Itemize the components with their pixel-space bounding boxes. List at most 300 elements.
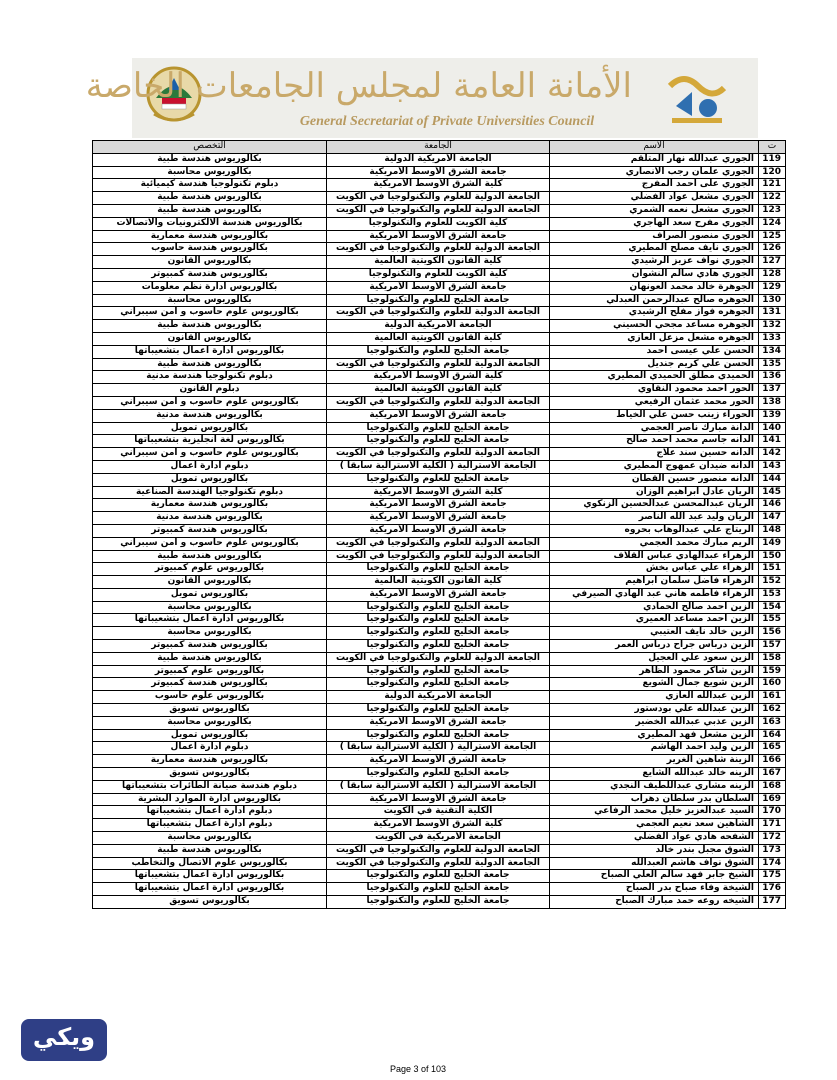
row-university: جامعة الشرق الأوسط الأمريكية: [327, 512, 550, 525]
row-num: 144: [759, 473, 786, 486]
table-row: [93, 819, 786, 832]
row-num: 145: [759, 486, 786, 499]
row-num: 150: [759, 550, 786, 563]
row-specialization: بكالوريوس علوم الاتصال والتخاطب: [93, 857, 327, 870]
row-university: جامعة الشرق الأوسط الأمريكية: [327, 716, 550, 729]
row-specialization: بكالوريوس علوم كمبيوتر: [93, 563, 327, 576]
table-row: [93, 780, 786, 793]
table-row: [93, 550, 786, 563]
row-university: جامعة الخليج للعلوم والتكنولوجيا: [327, 294, 550, 307]
row-specialization: بكالوريوس هندسة كمبيوتر: [93, 678, 327, 691]
row-num: 177: [759, 896, 786, 909]
row-specialization: بكالوريوس تمويل: [93, 729, 327, 742]
row-name: الحوراء زينب حسن علي الخياط: [550, 409, 759, 422]
row-university: الجامعة الدولية للعلوم والتكنولوجيا في الكويت: [327, 448, 550, 461]
row-specialization: دبلوم ادارة اعمال بتشعيباتها: [93, 806, 327, 819]
row-num: 142: [759, 448, 786, 461]
row-university: جامعة الشرق الأوسط الأمريكية: [327, 281, 550, 294]
row-name: الحور أحمد محمود النقاوي: [550, 384, 759, 397]
row-num: 138: [759, 396, 786, 409]
row-university: جامعة الخليج للعلوم والتكنولوجيا: [327, 768, 550, 781]
row-name: الزين شاكر محمود الظاهر: [550, 665, 759, 678]
row-num: 155: [759, 614, 786, 627]
table-row: [93, 268, 786, 281]
row-university: كلية الشرق الأوسط الأمريكية: [327, 486, 550, 499]
table-row: [93, 281, 786, 294]
row-specialization: بكالوريوس تمويل: [93, 588, 327, 601]
row-name: الزين خالد نايف العتيبي: [550, 627, 759, 640]
row-name: الزين احمد مساعد العميري: [550, 614, 759, 627]
row-university: الجامعة الدولية للعلوم والتكنولوجيا في الكويت: [327, 204, 550, 217]
table-row: [93, 153, 786, 166]
table-row: [93, 716, 786, 729]
table-row: [93, 384, 786, 397]
row-num: 135: [759, 358, 786, 371]
row-num: 125: [759, 230, 786, 243]
row-university: كلية القانون الكويتية العالمية: [327, 384, 550, 397]
watermark-logo-text: ويكي: [32, 1023, 96, 1051]
table-row: [93, 256, 786, 269]
row-university: كلية القانون الكويتية العالمية: [327, 256, 550, 269]
row-specialization: بكالوريوس علوم حاسوب: [93, 691, 327, 704]
table-row: [93, 844, 786, 857]
row-name: الزينه مشاري عبداللطيف النجدي: [550, 780, 759, 793]
row-name: الدانه حسين سند علاج: [550, 448, 759, 461]
row-num: 176: [759, 883, 786, 896]
row-specialization: بكالوريوس هندسة طبية: [93, 358, 327, 371]
row-name: الجوري مفرح سعد الهاجري: [550, 217, 759, 230]
row-num: 141: [759, 435, 786, 448]
row-num: 124: [759, 217, 786, 230]
row-name: الجوري نايف مصلح المطيري: [550, 243, 759, 256]
row-name: الزين عذبي عبدالله الخضير: [550, 716, 759, 729]
table-row: [93, 192, 786, 205]
row-university: الجامعة الأمريكية في الكويت: [327, 832, 550, 845]
row-university: الجامعة الأسترالية ( الكلية الأسترالية سابقا ): [327, 780, 550, 793]
row-name: الشوق مجبل بندر خالد: [550, 844, 759, 857]
row-name: الجوهره صالح عبدالرحمن العبدلي: [550, 294, 759, 307]
row-num: 153: [759, 588, 786, 601]
row-specialization: بكالوريوس علوم حاسوب و أمن سيبراني: [93, 537, 327, 550]
row-university: جامعة الخليج للعلوم والتكنولوجيا: [327, 640, 550, 653]
table-row: [93, 396, 786, 409]
row-university: الجامعة الدولية للعلوم والتكنولوجيا في الكويت: [327, 243, 550, 256]
table-row: [93, 358, 786, 371]
table-row: [93, 729, 786, 742]
row-name: الزهراء عبدالهادي عباس القلاف: [550, 550, 759, 563]
row-name: الحميدي مطلق الحميدي المطيري: [550, 371, 759, 384]
row-specialization: بكالوريوس هندسة مدنية: [93, 512, 327, 525]
row-university: جامعة الشرق الأوسط الأمريكية: [327, 409, 550, 422]
row-num: 134: [759, 345, 786, 358]
row-name: الشفحه هادي عواد الفضلي: [550, 832, 759, 845]
table-row: [93, 832, 786, 845]
row-specialization: بكالوريوس علوم كمبيوتر: [93, 665, 327, 678]
row-name: الزين وليد احمد الهاشم: [550, 742, 759, 755]
row-university: الجامعة الأمريكية الدولية: [327, 153, 550, 166]
row-num: 175: [759, 870, 786, 883]
row-num: 148: [759, 524, 786, 537]
column-header-name: الاسم: [550, 141, 759, 154]
row-name: الشوق نواف هاشم العبدالله: [550, 857, 759, 870]
row-university: جامعة الخليج للعلوم والتكنولوجيا: [327, 601, 550, 614]
row-specialization: بكالوريوس ادارة اعمال بتشعيباتها: [93, 345, 327, 358]
table-row: [93, 627, 786, 640]
row-university: جامعة الشرق الأوسط الأمريكية: [327, 166, 550, 179]
row-specialization: بكالوريوس محاسبة: [93, 627, 327, 640]
row-num: 122: [759, 192, 786, 205]
row-num: 174: [759, 857, 786, 870]
table-row: [93, 320, 786, 333]
document-header: [85, 58, 758, 138]
row-specialization: بكالوريوس القانون: [93, 576, 327, 589]
row-num: 143: [759, 460, 786, 473]
row-name: الحور محمد عثمان الرفيعي: [550, 396, 759, 409]
row-num: 137: [759, 384, 786, 397]
row-specialization: بكالوريوس هندسة كمبيوتر: [93, 524, 327, 537]
row-num: 140: [759, 422, 786, 435]
table-row: [93, 691, 786, 704]
row-specialization: بكالوريوس هندسة معمارية: [93, 499, 327, 512]
table-row: [93, 601, 786, 614]
row-specialization: بكالوريوس هندسة طبية: [93, 652, 327, 665]
row-specialization: دبلوم تكنولوجيا هندسة مدنية: [93, 371, 327, 384]
table-row: [93, 870, 786, 883]
row-specialization: دبلوم القانون: [93, 384, 327, 397]
table-row: [93, 409, 786, 422]
row-university: كلية الشرق الأوسط الأمريكية: [327, 819, 550, 832]
row-name: الجوري منصور الصراف: [550, 230, 759, 243]
row-specialization: بكالوريوس ادارة اعمال بتشعيباتها: [93, 870, 327, 883]
row-name: الزهراء فاضل سلمان ابراهيم: [550, 576, 759, 589]
row-university: الجامعة الدولية للعلوم والتكنولوجيا في الكويت: [327, 550, 550, 563]
table-row: [93, 473, 786, 486]
row-num: 127: [759, 256, 786, 269]
table-row: [93, 345, 786, 358]
row-num: 166: [759, 755, 786, 768]
row-university: جامعة الخليج للعلوم والتكنولوجيا: [327, 614, 550, 627]
table-header-row: [93, 141, 786, 154]
row-specialization: بكالوريوس هندسة طبية: [93, 844, 327, 857]
row-specialization: بكالوريوس هندسة حاسوب: [93, 243, 327, 256]
row-university: جامعة الخليج للعلوم والتكنولوجيا: [327, 883, 550, 896]
row-university: جامعة الشرق الأوسط الأمريكية: [327, 755, 550, 768]
table-row: [93, 204, 786, 217]
row-name: الشيخة وفاء صباح بدر الصباح: [550, 883, 759, 896]
row-name: الجوهره مشعل مزعل العازي: [550, 332, 759, 345]
row-name: الزين مشعل فهد المطيري: [550, 729, 759, 742]
row-name: الجوهره فواز مفلح الرشيدي: [550, 307, 759, 320]
table-row: [93, 563, 786, 576]
row-num: 139: [759, 409, 786, 422]
row-university: الكلية التقنية في الكويت: [327, 806, 550, 819]
row-num: 151: [759, 563, 786, 576]
table-row: [93, 307, 786, 320]
row-num: 149: [759, 537, 786, 550]
row-university: جامعة الخليج للعلوم والتكنولوجيا: [327, 435, 550, 448]
row-specialization: بكالوريوس ادارة نظم معلومات: [93, 281, 327, 294]
row-university: جامعة الشرق الأوسط الأمريكية: [327, 524, 550, 537]
row-name: الجوري مشعل نعمه الشمري: [550, 204, 759, 217]
table-row: [93, 652, 786, 665]
table-row: [93, 486, 786, 499]
row-name: الشيخه روعه حمد مبارك الصباح: [550, 896, 759, 909]
row-name: الزين درباس جراح درباس العمر: [550, 640, 759, 653]
table-row: [93, 614, 786, 627]
row-num: 157: [759, 640, 786, 653]
row-university: الجامعة الدولية للعلوم والتكنولوجيا في الكويت: [327, 652, 550, 665]
row-num: 129: [759, 281, 786, 294]
row-university: الجامعة الدولية للعلوم والتكنولوجيا في الكويت: [327, 844, 550, 857]
row-name: الجوهرة خالد محمد العونهان: [550, 281, 759, 294]
row-university: جامعة الشرق الأوسط الأمريكية: [327, 499, 550, 512]
row-num: 160: [759, 678, 786, 691]
row-university: جامعة الخليج للعلوم والتكنولوجيا: [327, 729, 550, 742]
table-row: [93, 422, 786, 435]
row-university: جامعة الخليج للعلوم والتكنولوجيا: [327, 345, 550, 358]
row-num: 173: [759, 844, 786, 857]
row-specialization: بكالوريوس محاسبة: [93, 601, 327, 614]
table-row: [93, 896, 786, 909]
row-specialization: بكالوريوس علوم حاسوب و أمن سيبراني: [93, 448, 327, 461]
row-university: الجامعة الدولية للعلوم والتكنولوجيا في الكويت: [327, 358, 550, 371]
row-university: جامعة الخليج للعلوم والتكنولوجيا: [327, 627, 550, 640]
row-specialization: بكالوريوس ادارة الموارد البشرية: [93, 793, 327, 806]
row-num: 163: [759, 716, 786, 729]
row-num: 161: [759, 691, 786, 704]
row-specialization: بكالوريوس ادارة اعمال بتشعيباتها: [93, 614, 327, 627]
row-name: الزينه خالد عبدالله الشايع: [550, 768, 759, 781]
row-num: 164: [759, 729, 786, 742]
row-university: جامعة الشرق الأوسط الأمريكية: [327, 793, 550, 806]
column-header-num: ت: [759, 141, 786, 154]
row-name: الدانه منصور حسين القطان: [550, 473, 759, 486]
row-specialization: بكالوريوس علوم حاسوب و أمن سيبراني: [93, 396, 327, 409]
row-num: 162: [759, 704, 786, 717]
row-name: الحسن علي عيسى أحمد: [550, 345, 759, 358]
row-num: 133: [759, 332, 786, 345]
table-row: [93, 371, 786, 384]
row-specialization: بكالوريوس محاسبة: [93, 716, 327, 729]
row-num: 167: [759, 768, 786, 781]
row-specialization: بكالوريوس محاسبة: [93, 294, 327, 307]
row-specialization: بكالوريوس لغة انجليزية بتشعيباتها: [93, 435, 327, 448]
row-university: كلية الكويت للعلوم والتكنولوجيا: [327, 268, 550, 281]
table-row: [93, 524, 786, 537]
table-row: [93, 294, 786, 307]
table-row: [93, 742, 786, 755]
table-row: [93, 768, 786, 781]
row-num: 168: [759, 780, 786, 793]
row-university: جامعة الخليج للعلوم والتكنولوجيا: [327, 665, 550, 678]
row-specialization: بكالوريوس تسويق: [93, 896, 327, 909]
table-row: [93, 512, 786, 525]
row-specialization: بكالوريوس هندسة طبية: [93, 550, 327, 563]
row-university: جامعة الخليج للعلوم والتكنولوجيا: [327, 704, 550, 717]
header-title-arabic: الأمانة العامة لمجلس الجامعات الخاصة: [85, 66, 632, 106]
column-header-university: الجامعة: [327, 141, 550, 154]
row-name: الدانه ضيدان عمهوج المطيري: [550, 460, 759, 473]
row-name: السلطان بدر سلطان دهراب: [550, 793, 759, 806]
table-row: [93, 230, 786, 243]
row-name: الجوري على احمد المفرج: [550, 179, 759, 192]
row-name: الجوري عبدالله نهار المتلقم: [550, 153, 759, 166]
row-num: 131: [759, 307, 786, 320]
row-university: جامعة الخليج للعلوم والتكنولوجيا: [327, 678, 550, 691]
row-university: الجامعة الأمريكية الدولية: [327, 320, 550, 333]
row-specialization: دبلوم تكنولوجيا هندسة كيميائية: [93, 179, 327, 192]
header-title-english: General Secretariat of Private Universities Council: [299, 114, 595, 129]
row-num: 172: [759, 832, 786, 845]
row-specialization: بكالوريوس هندسة طبية: [93, 320, 327, 333]
row-specialization: بكالوريوس هندسة طبية: [93, 153, 327, 166]
table-row: [93, 460, 786, 473]
row-name: الزين عبدالله العازي: [550, 691, 759, 704]
row-specialization: بكالوريوس هندسة معمارية: [93, 755, 327, 768]
row-specialization: بكالوريوس هندسة معمارية: [93, 230, 327, 243]
students-table: [92, 140, 786, 909]
row-university: كلية الشرق الأوسط الأمريكية: [327, 371, 550, 384]
table-row: [93, 640, 786, 653]
row-specialization: بكالوريوس هندسة مدنية: [93, 409, 327, 422]
row-num: 158: [759, 652, 786, 665]
council-logo-icon: [662, 66, 732, 130]
table-row: [93, 166, 786, 179]
table-row: [93, 499, 786, 512]
row-university: الجامعة الدولية للعلوم والتكنولوجيا في الكويت: [327, 857, 550, 870]
row-num: 159: [759, 665, 786, 678]
row-name: السيد عبدالعزيز خليل محمد الرفاعي: [550, 806, 759, 819]
row-name: الزين احمد صالح الحمادي: [550, 601, 759, 614]
row-name: الزهراء فاطمه هاني عبد الهادي الصيرفي: [550, 588, 759, 601]
row-specialization: بكالوريوس محاسبة: [93, 832, 327, 845]
row-specialization: بكالوريوس محاسبة: [93, 166, 327, 179]
row-name: الريان عادل ابراهيم الوزان: [550, 486, 759, 499]
table-row: [93, 537, 786, 550]
row-university: كلية القانون الكويتية العالمية: [327, 576, 550, 589]
row-num: 126: [759, 243, 786, 256]
row-university: الجامعة الدولية للعلوم والتكنولوجيا في الكويت: [327, 307, 550, 320]
row-num: 119: [759, 153, 786, 166]
watermark-logo: [21, 1019, 107, 1061]
row-university: الجامعة الأمريكية الدولية: [327, 691, 550, 704]
table-row: [93, 448, 786, 461]
row-name: الزين عبدالله علي بودستور: [550, 704, 759, 717]
table-row: [93, 435, 786, 448]
row-name: الجوري مشعل عواد الفضلي: [550, 192, 759, 205]
row-name: الجوهره مساعد مجحي الحسيني: [550, 320, 759, 333]
table-row: [93, 332, 786, 345]
row-specialization: بكالوريوس تسويق: [93, 704, 327, 717]
row-num: 120: [759, 166, 786, 179]
table-row: [93, 179, 786, 192]
table-row: [93, 793, 786, 806]
column-header-specialization: التخصص: [93, 141, 327, 154]
row-name: الزين شويع جمال الشويع: [550, 678, 759, 691]
row-university: كلية القانون الكويتية العالمية: [327, 332, 550, 345]
row-university: جامعة الخليج للعلوم والتكنولوجيا: [327, 563, 550, 576]
row-university: كلية الشرق الأوسط الأمريكية: [327, 179, 550, 192]
row-name: الحسن علي كريم جنديل: [550, 358, 759, 371]
row-university: جامعة الخليج للعلوم والتكنولوجيا: [327, 870, 550, 883]
row-university: الجامعة الدولية للعلوم والتكنولوجيا في الكويت: [327, 192, 550, 205]
row-specialization: دبلوم ادارة اعمال بتشعيباتها: [93, 819, 327, 832]
table-row: [93, 588, 786, 601]
row-num: 132: [759, 320, 786, 333]
row-name: الجوري هادي سالم النشوان: [550, 268, 759, 281]
row-university: جامعة الخليج للعلوم والتكنولوجيا: [327, 896, 550, 909]
row-university: جامعة الشرق الأوسط الأمريكية: [327, 230, 550, 243]
row-name: الدانة مبارك ناصر العجمي: [550, 422, 759, 435]
row-num: 123: [759, 204, 786, 217]
table-row: [93, 806, 786, 819]
row-university: جامعة الخليج للعلوم والتكنولوجيا: [327, 422, 550, 435]
row-name: الجوري نواف عزيز الرشيدي: [550, 256, 759, 269]
row-name: الريان عبدالمحسن عبدالحسين الزنكوي: [550, 499, 759, 512]
row-num: 171: [759, 819, 786, 832]
table-row: [93, 704, 786, 717]
row-specialization: بكالوريوس هندسة طبية: [93, 204, 327, 217]
table-row: [93, 857, 786, 870]
row-name: الريتاج علي عبدالوهاب بحروه: [550, 524, 759, 537]
row-num: 136: [759, 371, 786, 384]
row-name: الشيخ جابر فهد سالم العلي الصباح: [550, 870, 759, 883]
table-row: [93, 883, 786, 896]
row-specialization: بكالوريوس هندسة كمبيوتر: [93, 640, 327, 653]
table-row: [93, 665, 786, 678]
row-name: الزهراء علي عباس بخش: [550, 563, 759, 576]
row-name: الزين سعود علي العجيل: [550, 652, 759, 665]
row-specialization: بكالوريوس القانون: [93, 256, 327, 269]
row-name: الريم مبارك محمد العجمي: [550, 537, 759, 550]
row-specialization: بكالوريوس هندسة طبية: [93, 192, 327, 205]
row-specialization: دبلوم ادارة اعمال: [93, 460, 327, 473]
table-row: [93, 576, 786, 589]
row-num: 130: [759, 294, 786, 307]
row-university: جامعة الخليج للعلوم والتكنولوجيا: [327, 473, 550, 486]
row-university: الجامعة الأسترالية ( الكلية الأسترالية سابقا ): [327, 460, 550, 473]
row-num: 169: [759, 793, 786, 806]
row-specialization: دبلوم تكنولوجيا الهندسة الصناعية: [93, 486, 327, 499]
row-specialization: بكالوريوس هندسة كمبيوتر: [93, 268, 327, 281]
row-specialization: بكالوريوس تمويل: [93, 473, 327, 486]
row-num: 170: [759, 806, 786, 819]
table-row: [93, 678, 786, 691]
table-row: [93, 217, 786, 230]
row-specialization: بكالوريوس ادارة اعمال بتشعيباتها: [93, 883, 327, 896]
row-name: الدانه جاسم محمد احمد صالح: [550, 435, 759, 448]
row-specialization: بكالوريوس تسويق: [93, 768, 327, 781]
row-num: 156: [759, 627, 786, 640]
row-num: 121: [759, 179, 786, 192]
row-num: 152: [759, 576, 786, 589]
page-number: Page 3 of 103: [389, 1064, 447, 1074]
row-specialization: بكالوريوس علوم حاسوب و أمن سيبراني: [93, 307, 327, 320]
row-specialization: دبلوم ادارة اعمال: [93, 742, 327, 755]
row-num: 146: [759, 499, 786, 512]
row-name: الزينة شاهين الغرير: [550, 755, 759, 768]
row-num: 147: [759, 512, 786, 525]
row-specialization: بكالوريوس القانون: [93, 332, 327, 345]
row-specialization: بكالوريوس هندسة الالكترونيات والاتصالات: [93, 217, 327, 230]
row-num: 128: [759, 268, 786, 281]
row-specialization: بكالوريوس تمويل: [93, 422, 327, 435]
row-name: الشاهين سعد نعيم العجمي: [550, 819, 759, 832]
row-university: كلية الكويت للعلوم والتكنولوجيا: [327, 217, 550, 230]
row-name: الريان وليد عبد الله الناصر: [550, 512, 759, 525]
row-name: الجوري علمان رجب الأنصاري: [550, 166, 759, 179]
row-university: جامعة الشرق الأوسط الأمريكية: [327, 588, 550, 601]
